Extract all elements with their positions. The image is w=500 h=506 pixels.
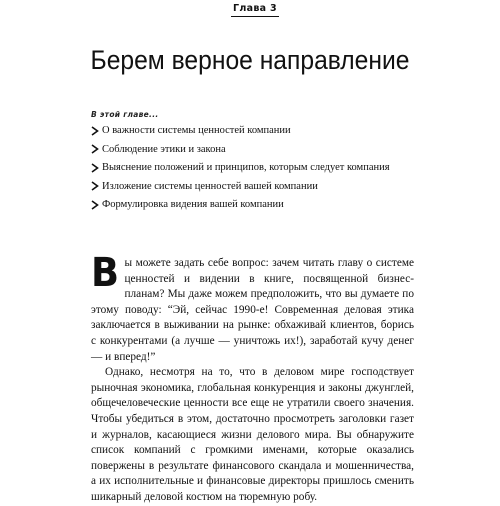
toc-item-label: Выяснение положений и принципов, которым следует компания [102, 162, 390, 174]
chapter-label: Глава 3 [231, 3, 279, 17]
toc-item [91, 198, 431, 211]
paragraph [91, 250, 414, 365]
toc-item [91, 180, 431, 193]
arrow-icon [91, 181, 99, 191]
toc-item [91, 161, 431, 174]
toc-item-label: Изложение системы ценностей вашей компании [102, 180, 318, 192]
body-text [91, 250, 414, 506]
paragraph: Однако, несмотря на то, что в деловом мире господствует рыночная экономика, глобальная конкуренция и законы джунглей, общечеловеческие ценности все еще не утратили своего значения. Чтобы убедиться в этом, достаточно просмотреть заголовки газет и журналов, касающиеся жизни делового мира. Вы обнаружите список компаний с громкими именами, которые оказались повержены в результате финансового скандала и мошенничества, а их исполнительные и финансовые директоры пришлось сменить шикарный деловой костюм на тюремную робу. [91, 366, 414, 503]
arrow-icon [91, 144, 99, 154]
toc-item-label: Формулировка видения вашей компании [102, 199, 284, 211]
toc-item-label: О важности системы ценностей компании [102, 125, 291, 136]
arrow-icon [91, 163, 99, 173]
toc-heading: В этой главе... [91, 110, 159, 119]
arrow-icon [91, 126, 99, 136]
toc-item [91, 124, 431, 137]
toc-list [91, 124, 431, 217]
toc-item [91, 143, 431, 156]
chapter-title: Берем верное направление [90, 45, 410, 75]
paragraph-text: ы можете задать себе вопрос: зачем читать главу о системе ценностей и видении в книге, посвященной бизнес-планам? Мы даже можем предположить, что вы думаете по этому поводу: “Эй, сейчас 1990-е! Современная деловая этика заключается в выживании на рынке: обхаживай клиентов, борись с конкурентами (а лучше — уничтожь их!), заработай кучу денег — и вперед!” [91, 257, 414, 363]
toc-item-label: Соблюдение этики и закона [102, 143, 226, 155]
arrow-icon [91, 200, 99, 210]
drop-cap: В [91, 250, 120, 296]
